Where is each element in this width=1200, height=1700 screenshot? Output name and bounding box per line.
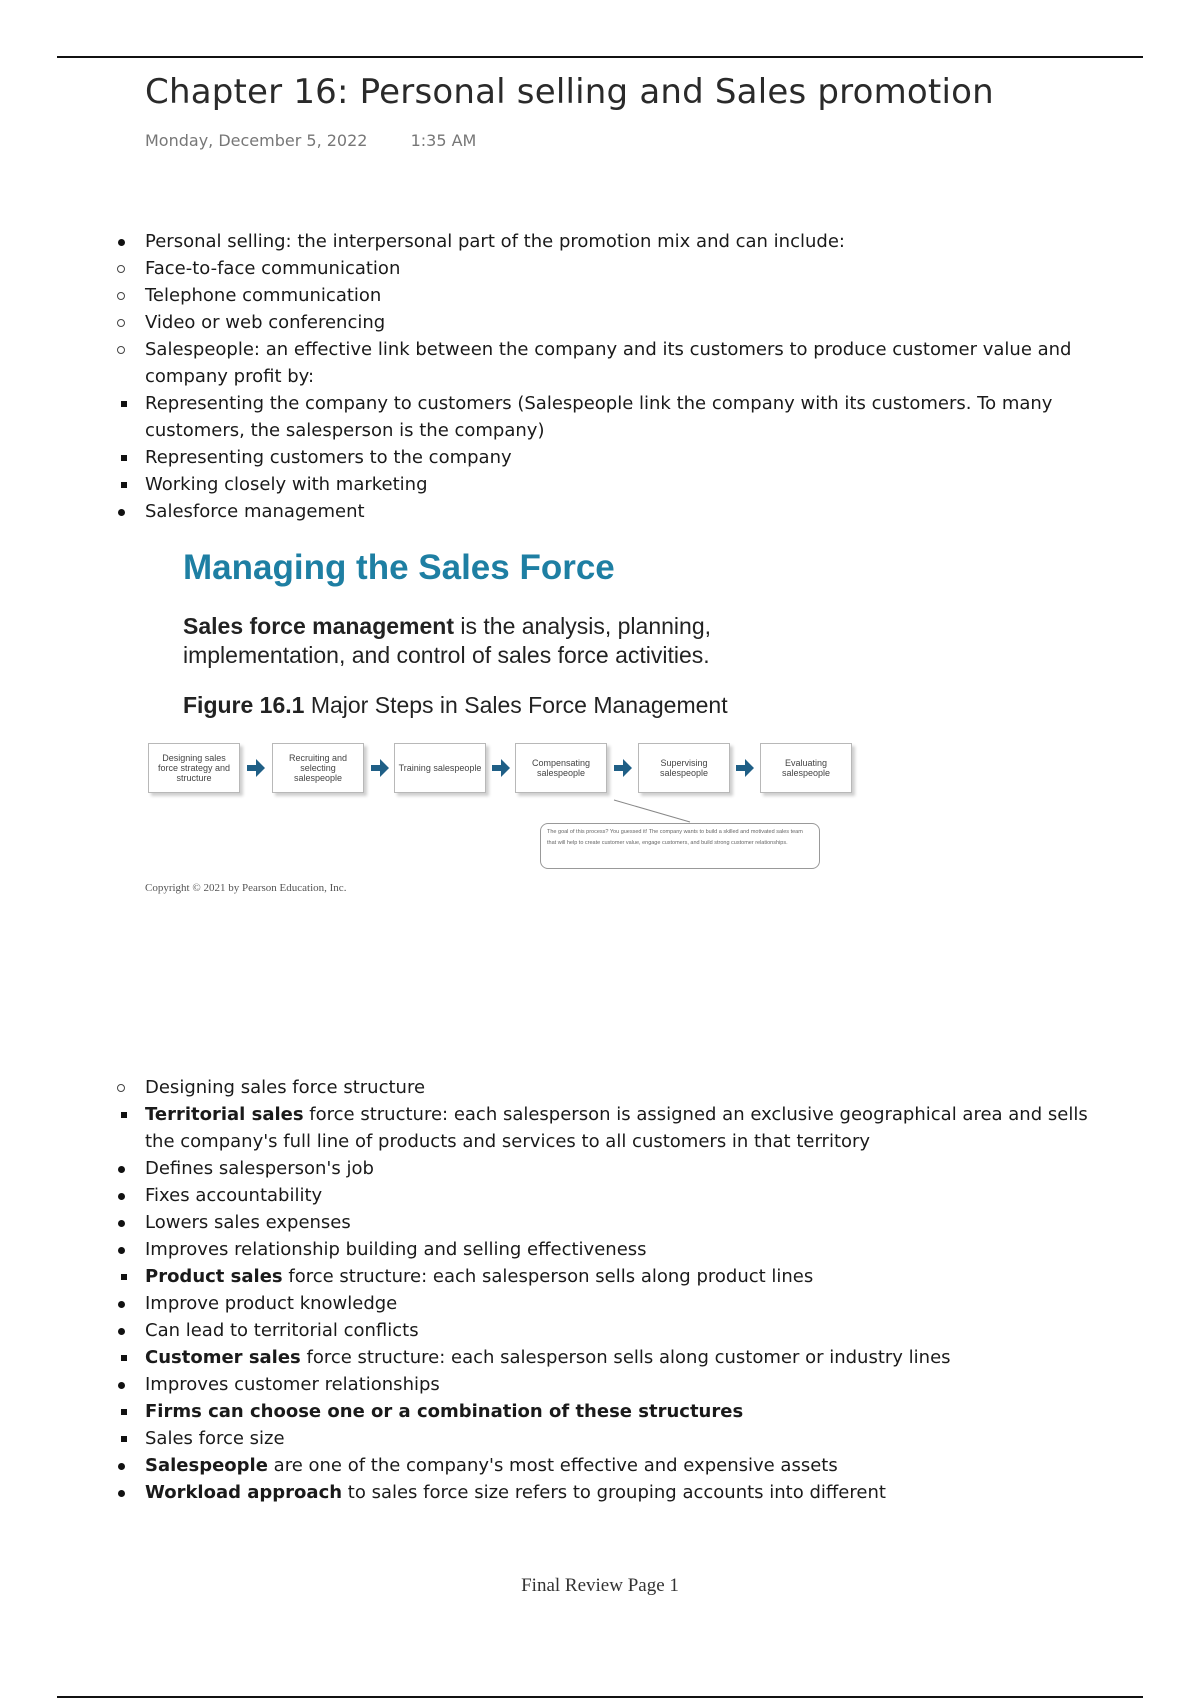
list-item: Territorial sales force structure: each salesperson is assigned an exclusive geographical area and sells the company's full line of products and services to all customers in that territory Defines salesperson's job Fixes accountability Lowers sales expenses Improves relationship building and selling effectiveness — [145, 1101, 1095, 1263]
page-time: 1:35 AM — [410, 131, 477, 150]
page-date: Monday, December 5, 2022 — [145, 131, 368, 150]
bullet-square-icon — [121, 1409, 127, 1415]
flow-step: Supervising salespeople — [638, 743, 730, 793]
list-item: Improves relationship building and selling effectiveness — [145, 1236, 1095, 1263]
bullet-circle-icon — [117, 265, 125, 273]
list-item: Salespeople are one of the company's most effective and expensive assets — [145, 1452, 1095, 1479]
page-footer: Final Review Page 1 — [521, 1575, 679, 1596]
notes-top — [145, 228, 1095, 525]
arrow-right-icon — [369, 756, 391, 780]
list-item: Product sales force structure: each salesperson sells along product lines Improve product knowledge Can lead to territorial conflicts — [145, 1263, 1095, 1344]
bullet-disc-icon — [118, 239, 125, 246]
bullet-disc-icon — [118, 1193, 125, 1200]
flow-step: Training salespeople — [394, 743, 486, 793]
arrow-right-icon — [490, 756, 512, 780]
list-item: Firms can choose one or a combination of these structures — [145, 1398, 1095, 1425]
copyright-text: Copyright © 2021 by Pearson Education, Inc. — [145, 882, 347, 894]
bullet-disc-icon — [118, 1301, 125, 1308]
slide-definition: Sales force management is the analysis, planning, implementation, and control of sales force activities. — [183, 613, 712, 668]
bullet-disc-icon — [118, 1328, 125, 1335]
notes-bottom — [145, 1074, 1095, 1506]
list-item: Workload approach to sales force size refers to grouping accounts into different — [145, 1479, 1095, 1506]
bullet-circle-icon — [117, 1084, 125, 1092]
bottom-rule — [57, 1696, 1143, 1698]
list-item: Defines salesperson's job — [145, 1155, 1095, 1182]
slide-title: Managing the Sales Force — [183, 548, 615, 587]
list-item: Customer sales force structure: each salesperson sells along customer or industry lines Improves customer relationships — [145, 1344, 1095, 1398]
list-item: Representing the company to customers (Salespeople link the company with its customers. To many customers, the salesperson is the company) — [145, 390, 1095, 444]
list-item: Lowers sales expenses — [145, 1209, 1095, 1236]
process-flow — [148, 743, 858, 799]
bullet-disc-icon — [118, 509, 125, 516]
bullet-circle-icon — [117, 346, 125, 354]
list-item: Salespeople: an effective link between the company and its customers to produce customer value and company profit by: Representing the company to customers (Salespeople link the company with its customers. To many customers, the salesperson is the company) Representing customers to the company Working closely with marketing — [145, 336, 1095, 498]
list-item: Designing sales force structure Territorial sales force structure: each salesperson is assigned an exclusive geographical area and sells the company's full line of products and services to all customers in that territory Defines salesperson's job Fixes accountability Lowers sales expenses Improves relationship building and selling effectiveness Product sales force structure: each salesperson sells along product lines Improve product knowledge Can lead to territorial conflicts Customer sales force structure: each salesperson sells along customer or industry lines Improves customer relationships Firms can choose one or a combination of these structures Sales force size Salespeople are one of the company's most effective and expensive assets Workload approach to sales force size refers to grouping accounts into different — [145, 1074, 1095, 1506]
flow-step: Designing sales force strategy and structure — [148, 743, 240, 793]
list-item: Sales force size Salespeople are one of the company's most effective and expensive assets Workload approach to sales force size refers to grouping accounts into different — [145, 1425, 1095, 1506]
page-title: Chapter 16: Personal selling and Sales promotion — [145, 72, 994, 112]
page-meta — [145, 131, 476, 150]
bullet-disc-icon — [118, 1166, 125, 1173]
bullet-square-icon — [121, 1436, 127, 1442]
bullet-disc-icon — [118, 1382, 125, 1389]
bullet-disc-icon — [118, 1490, 125, 1497]
bullet-square-icon — [121, 1274, 127, 1280]
arrow-right-icon — [245, 756, 267, 780]
bullet-square-icon — [121, 1112, 127, 1118]
flow-step: Compensating salespeople — [515, 743, 607, 793]
bullet-circle-icon — [117, 292, 125, 300]
arrow-right-icon — [734, 756, 756, 780]
bullet-square-icon — [121, 455, 127, 461]
bullet-square-icon — [121, 1355, 127, 1361]
callout-leader-line — [612, 798, 692, 824]
list-item: Working closely with marketing — [145, 471, 1095, 498]
list-item: Salesforce management — [145, 498, 1095, 525]
list-item: Face-to-face communication — [145, 255, 1095, 282]
list-item: Improve product knowledge — [145, 1290, 1095, 1317]
list-item: Can lead to territorial conflicts — [145, 1317, 1095, 1344]
bullet-disc-icon — [118, 1247, 125, 1254]
top-rule — [57, 56, 1143, 58]
list-item: Representing customers to the company — [145, 444, 1095, 471]
bullet-square-icon — [121, 482, 127, 488]
arrow-right-icon — [612, 756, 634, 780]
bullet-circle-icon — [117, 319, 125, 327]
bullet-disc-icon — [118, 1463, 125, 1470]
figure-caption: Figure 16.1 Major Steps in Sales Force Management — [183, 692, 728, 718]
bullet-square-icon — [121, 401, 127, 407]
list-item: Improves customer relationships — [145, 1371, 1095, 1398]
list-item: Telephone communication — [145, 282, 1095, 309]
list-item: Fixes accountability — [145, 1182, 1095, 1209]
bullet-disc-icon — [118, 1220, 125, 1227]
flow-step: Recruiting and selecting salespeople — [272, 743, 364, 793]
list-item: Video or web conferencing — [145, 309, 1095, 336]
callout-note: The goal of this process? You guessed it! The company wants to build a skilled and motivated sales team that will help to create customer value, engage customers, and build strong customer relationships. — [540, 823, 820, 869]
flow-step: Evaluating salespeople — [760, 743, 852, 793]
list-item: Personal selling: the interpersonal part of the promotion mix and can include: Face-to-face communication Telephone communication Video or web conferencing Salespeople: an effective link between the company and its customers to produce customer value and company profit by: Representing the company to customers (Salespeople link the company with its customers. To many customers, the salesperson is the company) Representing customers to the company Working closely with marketing — [145, 228, 1095, 498]
